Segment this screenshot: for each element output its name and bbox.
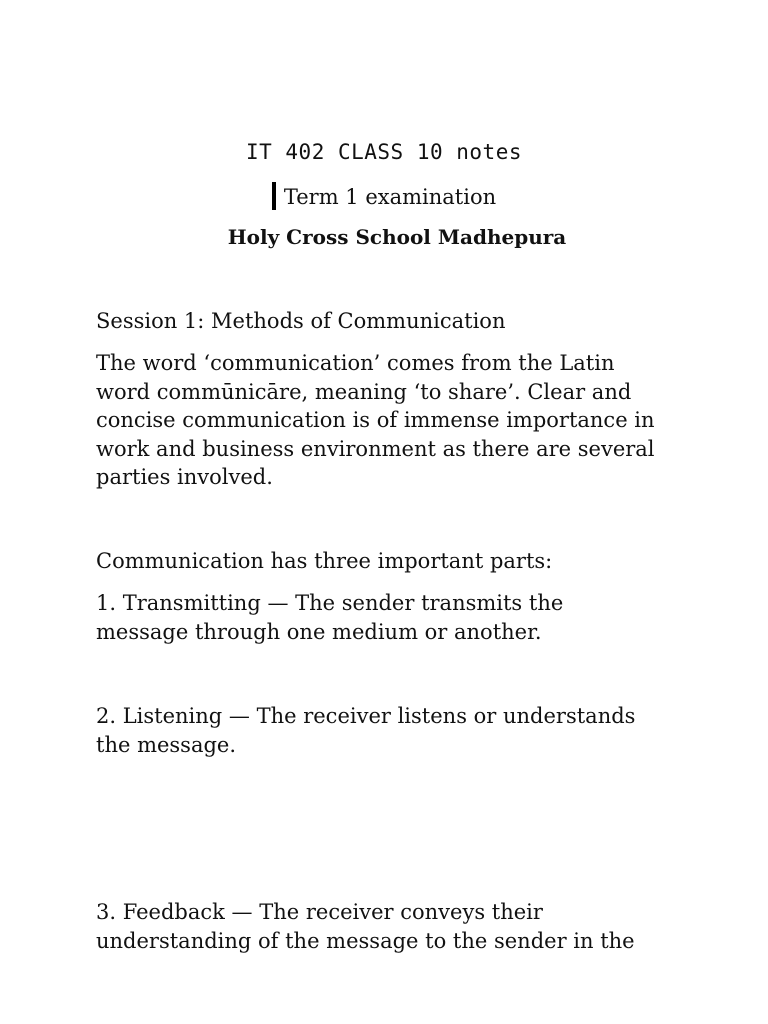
session-heading: Session 1: Methods of Communication <box>96 309 506 333</box>
text-cursor-icon <box>272 182 276 210</box>
subtitle-line <box>0 182 768 210</box>
part-feedback: 3. Feedback — The receiver conveys their understanding of the message to the sender in the <box>96 900 635 953</box>
part-listening: 2. Listening — The receiver listens or understands the message. <box>96 704 636 757</box>
parts-heading: Communication has three important parts: <box>96 549 553 573</box>
document-title: IT 402 CLASS 10 notes <box>245 140 522 164</box>
part-transmitting: 1. Transmitting — The sender transmits the message through one medium or another. <box>96 591 564 644</box>
document-subtitle: Term 1 examination <box>283 185 497 209</box>
intro-paragraph: The word ‘communication’ comes from the Latin word commūnicāre, meaning ‘to share’. Clear and concise communication is of immense importance in work and business environment as there are several parties involved. <box>96 351 655 489</box>
school-name: Holy Cross School Madhepura <box>227 225 567 249</box>
